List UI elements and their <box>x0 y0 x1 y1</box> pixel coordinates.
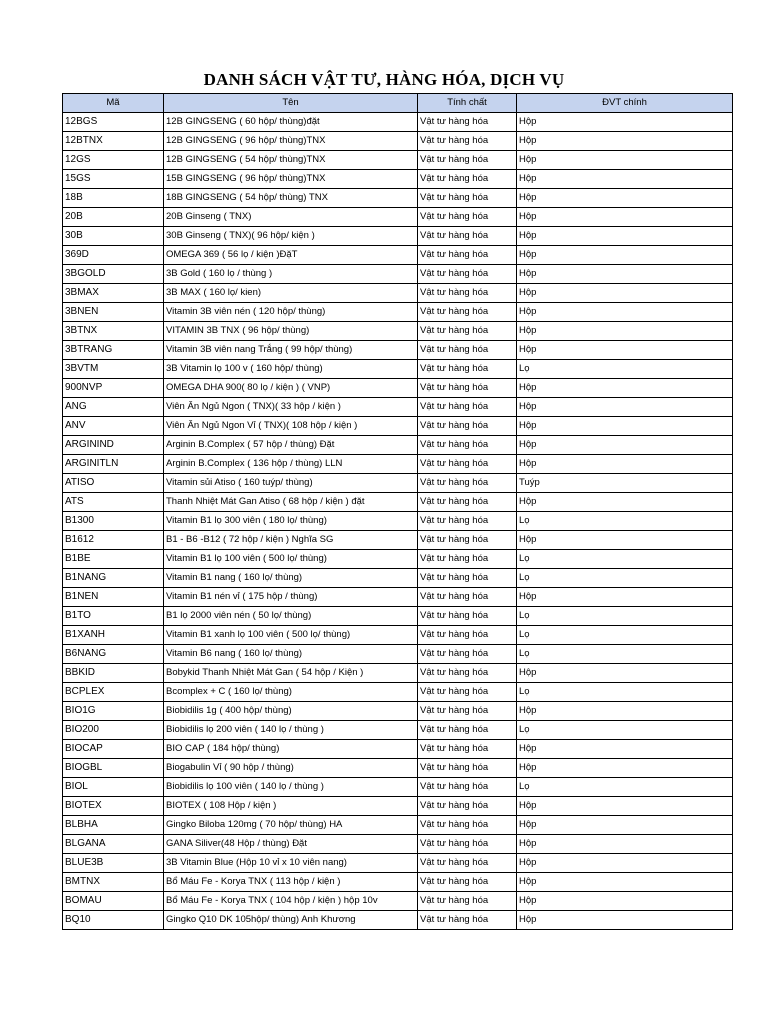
table-row <box>63 379 733 398</box>
cell-code: 12BTNX <box>63 132 164 151</box>
table-row <box>63 816 733 835</box>
cell-code: B1300 <box>63 512 164 531</box>
cell-type: Vật tư hàng hóa <box>418 645 517 664</box>
cell-unit: Hộp <box>517 417 733 436</box>
cell-unit: Hộp <box>517 892 733 911</box>
cell-name: BIO CAP ( 184 hộp/ thùng) <box>164 740 418 759</box>
cell-name: B1 lọ 2000 viên nén ( 50 lọ/ thùng) <box>164 607 418 626</box>
cell-code: 3BNEN <box>63 303 164 322</box>
cell-type: Vật tư hàng hóa <box>418 208 517 227</box>
cell-type: Vật tư hàng hóa <box>418 113 517 132</box>
table-row <box>63 227 733 246</box>
table-row <box>63 626 733 645</box>
table-row <box>63 797 733 816</box>
cell-unit: Hộp <box>517 873 733 892</box>
cell-name: Vitamin B1 nang ( 160 lọ/ thùng) <box>164 569 418 588</box>
cell-code: 369D <box>63 246 164 265</box>
cell-code: BLGANA <box>63 835 164 854</box>
cell-unit: Hộp <box>517 436 733 455</box>
cell-code: 900NVP <box>63 379 164 398</box>
cell-name: Biogabulin Vỉ ( 90 hộp / thùng) <box>164 759 418 778</box>
table-row <box>63 531 733 550</box>
cell-unit: Hộp <box>517 341 733 360</box>
cell-type: Vật tư hàng hóa <box>418 151 517 170</box>
cell-unit: Lọ <box>517 512 733 531</box>
cell-name: 12B GINGSENG ( 54 hộp/ thùng)TNX <box>164 151 418 170</box>
cell-code: B1TO <box>63 607 164 626</box>
table-row <box>63 835 733 854</box>
cell-name: 12B GINGSENG ( 60 hộp/ thùng)đặt <box>164 113 418 132</box>
cell-unit: Lọ <box>517 607 733 626</box>
cell-code: BIOTEX <box>63 797 164 816</box>
cell-name: 15B GINGSENG ( 96 hộp/ thùng)TNX <box>164 170 418 189</box>
cell-name: Vitamin B1 lọ 100 viên ( 500 lọ/ thùng) <box>164 550 418 569</box>
cell-code: ATISO <box>63 474 164 493</box>
table-row <box>63 417 733 436</box>
cell-type: Vật tư hàng hóa <box>418 322 517 341</box>
cell-unit: Lọ <box>517 569 733 588</box>
cell-unit: Hộp <box>517 911 733 930</box>
column-header-name: Tên <box>164 94 418 113</box>
table-row <box>63 474 733 493</box>
cell-type: Vật tư hàng hóa <box>418 588 517 607</box>
cell-type: Vật tư hàng hóa <box>418 626 517 645</box>
cell-code: 20B <box>63 208 164 227</box>
cell-unit: Hộp <box>517 854 733 873</box>
column-header-type: Tính chất <box>418 94 517 113</box>
cell-type: Vật tư hàng hóa <box>418 531 517 550</box>
cell-name: GANA Siliver(48 Hộp / thùng) Đặt <box>164 835 418 854</box>
cell-code: B6NANG <box>63 645 164 664</box>
cell-type: Vật tư hàng hóa <box>418 379 517 398</box>
cell-name: OMEGA DHA 900( 80 lọ / kiện ) ( VNP) <box>164 379 418 398</box>
cell-type: Vật tư hàng hóa <box>418 360 517 379</box>
cell-code: 3BTNX <box>63 322 164 341</box>
cell-name: Vitamin B1 lọ 300 viên ( 180 lọ/ thùng) <box>164 512 418 531</box>
cell-name: 12B GINGSENG ( 96 hộp/ thùng)TNX <box>164 132 418 151</box>
table-row <box>63 132 733 151</box>
cell-type: Vật tư hàng hóa <box>418 265 517 284</box>
cell-code: ATS <box>63 493 164 512</box>
cell-unit: Hộp <box>517 246 733 265</box>
cell-name: Biobidilis 1g ( 400 hộp/ thùng) <box>164 702 418 721</box>
cell-type: Vật tư hàng hóa <box>418 702 517 721</box>
cell-unit: Lọ <box>517 778 733 797</box>
cell-unit: Hộp <box>517 493 733 512</box>
cell-code: B1XANH <box>63 626 164 645</box>
cell-type: Vật tư hàng hóa <box>418 873 517 892</box>
cell-name: BIOTEX ( 108 Hộp / kiện ) <box>164 797 418 816</box>
table-row <box>63 550 733 569</box>
cell-name: Vitamin B1 xanh lọ 100 viên ( 500 lọ/ thùng) <box>164 626 418 645</box>
cell-unit: Lọ <box>517 645 733 664</box>
cell-unit: Hộp <box>517 379 733 398</box>
table-row <box>63 759 733 778</box>
cell-code: BIOGBL <box>63 759 164 778</box>
cell-unit: Hộp <box>517 797 733 816</box>
cell-name: Vitamin B6 nang ( 160 lọ/ thùng) <box>164 645 418 664</box>
cell-type: Vật tư hàng hóa <box>418 759 517 778</box>
cell-code: 12GS <box>63 151 164 170</box>
cell-name: Bobykid Thanh Nhiệt Mát Gan ( 54 hộp / Kiện ) <box>164 664 418 683</box>
cell-code: 3BTRANG <box>63 341 164 360</box>
cell-name: Vitamin sủi Atiso ( 160 tuýp/ thùng) <box>164 474 418 493</box>
materials-table <box>62 93 733 930</box>
cell-code: BQ10 <box>63 911 164 930</box>
cell-type: Vật tư hàng hóa <box>418 607 517 626</box>
cell-type: Vật tư hàng hóa <box>418 132 517 151</box>
cell-type: Vật tư hàng hóa <box>418 664 517 683</box>
cell-type: Vật tư hàng hóa <box>418 341 517 360</box>
cell-unit: Lọ <box>517 360 733 379</box>
cell-code: 30B <box>63 227 164 246</box>
cell-type: Vật tư hàng hóa <box>418 721 517 740</box>
table-row <box>63 113 733 132</box>
cell-unit: Hộp <box>517 227 733 246</box>
cell-type: Vật tư hàng hóa <box>418 474 517 493</box>
cell-name: 30B Ginseng ( TNX)( 96 hộp/ kiện ) <box>164 227 418 246</box>
table-row <box>63 778 733 797</box>
cell-type: Vật tư hàng hóa <box>418 227 517 246</box>
cell-type: Vật tư hàng hóa <box>418 246 517 265</box>
table-row <box>63 455 733 474</box>
table-row <box>63 170 733 189</box>
table-row <box>63 569 733 588</box>
cell-unit: Tuýp <box>517 474 733 493</box>
cell-name: Viên Ăn Ngủ Ngon ( TNX)( 33 hộp / kiện ) <box>164 398 418 417</box>
column-header-unit: ĐVT chính <box>517 94 733 113</box>
cell-name: Bcomplex + C ( 160 lọ/ thùng) <box>164 683 418 702</box>
table-row <box>63 398 733 417</box>
cell-name: 18B GINGSENG ( 54 hộp/ thùng) TNX <box>164 189 418 208</box>
cell-type: Vật tư hàng hóa <box>418 683 517 702</box>
cell-code: BIOL <box>63 778 164 797</box>
cell-code: ARGINITLN <box>63 455 164 474</box>
table-row <box>63 721 733 740</box>
cell-unit: Hộp <box>517 265 733 284</box>
cell-unit: Hộp <box>517 189 733 208</box>
cell-unit: Lọ <box>517 721 733 740</box>
cell-code: B1NANG <box>63 569 164 588</box>
table-row <box>63 664 733 683</box>
cell-name: 3B Gold ( 160 lọ / thùng ) <box>164 265 418 284</box>
table-row <box>63 512 733 531</box>
cell-code: BIO200 <box>63 721 164 740</box>
cell-code: 3BMAX <box>63 284 164 303</box>
cell-unit: Hộp <box>517 531 733 550</box>
cell-name: Vitamin B1 nén vỉ ( 175 hộp / thùng) <box>164 588 418 607</box>
cell-type: Vật tư hàng hóa <box>418 569 517 588</box>
cell-name: Vitamin 3B viên nang Trắng ( 99 hộp/ thùng) <box>164 341 418 360</box>
table-row <box>63 151 733 170</box>
cell-code: BMTNX <box>63 873 164 892</box>
cell-unit: Hộp <box>517 284 733 303</box>
cell-name: Thanh Nhiệt Mát Gan Atiso ( 68 hộp / kiện ) đặt <box>164 493 418 512</box>
cell-code: 18B <box>63 189 164 208</box>
header-row <box>63 94 733 113</box>
table-row <box>63 607 733 626</box>
column-header-code: Mã <box>63 94 164 113</box>
cell-name: Gingko Biloba 120mg ( 70 hộp/ thùng) HA <box>164 816 418 835</box>
cell-code: 15GS <box>63 170 164 189</box>
cell-name: Vitamin 3B viên nén ( 120 hộp/ thùng) <box>164 303 418 322</box>
cell-name: Bổ Máu Fe - Korya TNX ( 113 hộp / kiện ) <box>164 873 418 892</box>
table-row <box>63 265 733 284</box>
cell-name: B1 - B6 -B12 ( 72 hộp / kiện ) Nghĩa SG <box>164 531 418 550</box>
cell-unit: Hộp <box>517 740 733 759</box>
cell-name: 3B Vitamin lọ 100 v ( 160 hộp/ thùng) <box>164 360 418 379</box>
cell-type: Vật tư hàng hóa <box>418 778 517 797</box>
cell-code: 3BVTM <box>63 360 164 379</box>
cell-unit: Lọ <box>517 626 733 645</box>
cell-code: BCPLEX <box>63 683 164 702</box>
cell-unit: Lọ <box>517 550 733 569</box>
cell-code: ANV <box>63 417 164 436</box>
table-row <box>63 246 733 265</box>
cell-unit: Hộp <box>517 702 733 721</box>
cell-type: Vật tư hàng hóa <box>418 512 517 531</box>
cell-type: Vật tư hàng hóa <box>418 816 517 835</box>
table-row <box>63 645 733 664</box>
table-row <box>63 303 733 322</box>
cell-type: Vật tư hàng hóa <box>418 892 517 911</box>
cell-name: 3B Vitamin Blue (Hộp 10 vỉ x 10 viên nang) <box>164 854 418 873</box>
cell-unit: Hộp <box>517 322 733 341</box>
cell-unit: Hộp <box>517 816 733 835</box>
cell-code: BBKID <box>63 664 164 683</box>
cell-unit: Hộp <box>517 151 733 170</box>
cell-unit: Lọ <box>517 683 733 702</box>
cell-name: 20B Ginseng ( TNX) <box>164 208 418 227</box>
cell-name: Biobidilis lọ 100 viên ( 140 lọ / thùng ) <box>164 778 418 797</box>
table-row <box>63 284 733 303</box>
cell-name: OMEGA 369 ( 56 lọ / kiện )ĐặT <box>164 246 418 265</box>
table-row <box>63 436 733 455</box>
cell-code: B1612 <box>63 531 164 550</box>
cell-unit: Hộp <box>517 303 733 322</box>
cell-type: Vật tư hàng hóa <box>418 493 517 512</box>
table-row <box>63 740 733 759</box>
cell-code: 3BGOLD <box>63 265 164 284</box>
table-row <box>63 892 733 911</box>
cell-type: Vật tư hàng hóa <box>418 797 517 816</box>
cell-code: BLUE3B <box>63 854 164 873</box>
cell-name: Arginin B.Complex ( 136 hộp / thùng) LLN <box>164 455 418 474</box>
cell-type: Vật tư hàng hóa <box>418 170 517 189</box>
cell-unit: Hộp <box>517 208 733 227</box>
cell-name: Gingko Q10 DK 105hộp/ thùng) Anh Khương <box>164 911 418 930</box>
cell-unit: Hộp <box>517 132 733 151</box>
cell-unit: Hộp <box>517 588 733 607</box>
cell-type: Vật tư hàng hóa <box>418 417 517 436</box>
cell-name: Viên Ăn Ngủ Ngon Vỉ ( TNX)( 108 hộp / kiện ) <box>164 417 418 436</box>
cell-code: ARGININD <box>63 436 164 455</box>
cell-type: Vật tư hàng hóa <box>418 189 517 208</box>
cell-code: B1NEN <box>63 588 164 607</box>
cell-unit: Hộp <box>517 113 733 132</box>
table-row <box>63 360 733 379</box>
cell-code: B1BE <box>63 550 164 569</box>
table-row <box>63 873 733 892</box>
cell-unit: Hộp <box>517 455 733 474</box>
table-row <box>63 588 733 607</box>
cell-unit: Hộp <box>517 664 733 683</box>
cell-code: ANG <box>63 398 164 417</box>
cell-type: Vật tư hàng hóa <box>418 550 517 569</box>
table-row <box>63 493 733 512</box>
cell-unit: Hộp <box>517 835 733 854</box>
cell-name: 3B MAX ( 160 lọ/ kien) <box>164 284 418 303</box>
cell-type: Vật tư hàng hóa <box>418 740 517 759</box>
cell-unit: Hộp <box>517 170 733 189</box>
cell-code: BIOCAP <box>63 740 164 759</box>
cell-code: 12BGS <box>63 113 164 132</box>
cell-type: Vật tư hàng hóa <box>418 284 517 303</box>
table-body <box>63 113 733 930</box>
table-row <box>63 683 733 702</box>
cell-code: BOMAU <box>63 892 164 911</box>
cell-code: BLBHA <box>63 816 164 835</box>
cell-type: Vật tư hàng hóa <box>418 911 517 930</box>
document-title: DANH SÁCH VẬT TƯ, HÀNG HÓA, DỊCH VỤ <box>203 70 565 89</box>
table-row <box>63 189 733 208</box>
cell-type: Vật tư hàng hóa <box>418 835 517 854</box>
table-row <box>63 341 733 360</box>
cell-code: BIO1G <box>63 702 164 721</box>
table-row <box>63 911 733 930</box>
cell-name: Arginin B.Complex ( 57 hộp / thùng) Đặt <box>164 436 418 455</box>
cell-unit: Hộp <box>517 398 733 417</box>
cell-type: Vật tư hàng hóa <box>418 436 517 455</box>
cell-type: Vật tư hàng hóa <box>418 303 517 322</box>
table-row <box>63 854 733 873</box>
cell-name: Biobidilis lọ 200 viên ( 140 lọ / thùng ) <box>164 721 418 740</box>
cell-type: Vật tư hàng hóa <box>418 854 517 873</box>
cell-type: Vật tư hàng hóa <box>418 455 517 474</box>
cell-name: VITAMIN 3B TNX ( 96 hộp/ thùng) <box>164 322 418 341</box>
table-row <box>63 702 733 721</box>
cell-unit: Hộp <box>517 759 733 778</box>
table-row <box>63 322 733 341</box>
cell-type: Vật tư hàng hóa <box>418 398 517 417</box>
cell-name: Bổ Máu Fe - Korya TNX ( 104 hộp / kiện ) hộp 10v <box>164 892 418 911</box>
table-row <box>63 208 733 227</box>
